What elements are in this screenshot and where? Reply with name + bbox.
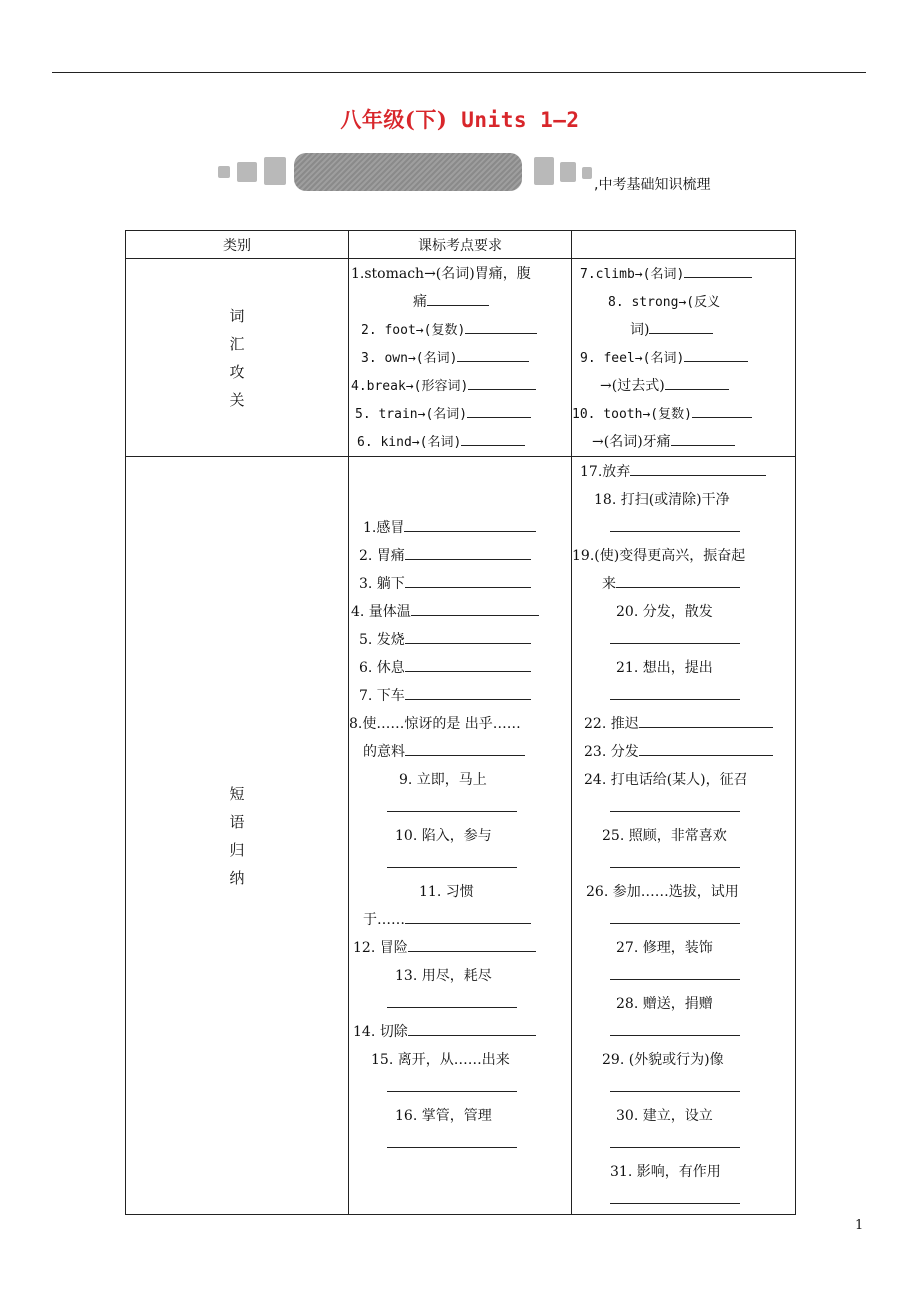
phrase-item	[572, 850, 795, 878]
answer-blank[interactable]	[616, 573, 740, 588]
phrase-item: 4. 量体温	[349, 598, 571, 626]
vocab-item: 9. feel→(名词)	[572, 344, 795, 372]
phrase-item: 7. 下车	[349, 682, 571, 710]
phrase-item	[349, 1074, 571, 1102]
banner-square	[560, 162, 576, 182]
banner-square	[582, 167, 592, 179]
vocab-item: →(过去式)	[572, 372, 795, 400]
page-title	[0, 104, 920, 134]
phrase-item	[572, 962, 795, 990]
phrase-item	[572, 1018, 795, 1046]
phrase-item: 17.放弃	[572, 458, 795, 486]
answer-blank[interactable]	[387, 797, 517, 812]
answer-blank[interactable]	[665, 375, 729, 390]
phrase-item: 27. 修理，装饰	[616, 940, 713, 956]
phrase-item: 31. 影响，有作用	[610, 1164, 721, 1180]
banner-square	[237, 162, 257, 182]
answer-blank[interactable]	[692, 403, 752, 418]
phrases-col3	[572, 457, 796, 1215]
answer-blank[interactable]	[468, 375, 536, 390]
phrase-item: 2. 胃痛	[349, 542, 571, 570]
vocab-col3	[572, 259, 796, 457]
answer-blank[interactable]	[610, 909, 740, 924]
phrase-item: 1.感冒	[349, 514, 571, 542]
vocab-item: →(名词)牙痛	[572, 428, 795, 456]
vocab-item: 7.climb→(名词)	[572, 260, 795, 288]
answer-blank[interactable]	[461, 431, 525, 446]
vocab-item: 词)	[572, 316, 795, 344]
category-char: 短	[229, 784, 245, 803]
units-label: Units 1—2	[461, 108, 580, 132]
phrase-item: 26. 参加……选拔，试用	[586, 884, 739, 900]
answer-blank[interactable]	[639, 713, 773, 728]
category-char: 攻	[229, 362, 245, 381]
answer-blank[interactable]	[405, 909, 531, 924]
phrase-item: 28. 赠送，捐赠	[616, 996, 713, 1012]
phrase-item: 8.使……惊讶的是 出乎……	[349, 716, 521, 732]
answer-blank[interactable]	[427, 291, 489, 306]
phrase-item: 30. 建立，设立	[616, 1108, 713, 1124]
answer-blank[interactable]	[610, 1189, 740, 1204]
answer-blank[interactable]	[610, 853, 740, 868]
phrase-item: 25. 照顾，非常喜欢	[602, 828, 727, 844]
phrase-item: 5. 发烧	[349, 626, 571, 654]
category-char: 归	[229, 840, 245, 859]
phrase-item: 于……	[349, 906, 571, 934]
phrase-item: 14. 切除	[349, 1018, 571, 1046]
phrase-item: 23. 分发	[572, 738, 795, 766]
answer-blank[interactable]	[457, 347, 529, 362]
header-requirements: 课标考点要求	[349, 231, 572, 259]
phrase-item	[572, 1074, 795, 1102]
phrase-item	[572, 906, 795, 934]
phrase-item	[349, 990, 571, 1018]
answer-blank[interactable]	[411, 601, 539, 616]
phrase-item: 的意料	[349, 738, 571, 766]
phrase-item: 12. 冒险	[349, 934, 571, 962]
answer-blank[interactable]	[610, 517, 740, 532]
phrase-item: 9. 立即，马上	[399, 772, 487, 788]
answer-blank[interactable]	[467, 403, 531, 418]
answer-blank[interactable]	[405, 545, 531, 560]
header-rule	[52, 72, 866, 73]
phrases-col2	[349, 457, 572, 1215]
phrase-item: 22. 推迟	[572, 710, 795, 738]
vocab-item: 2. foot→(复数)	[349, 316, 571, 344]
phrase-item: 16. 掌管，管理	[395, 1108, 492, 1124]
phrases-row	[126, 457, 796, 1215]
vocab-category	[126, 259, 349, 457]
vocab-row	[126, 259, 796, 457]
answer-blank[interactable]	[405, 685, 531, 700]
phrase-item	[349, 1130, 571, 1158]
phrase-item	[349, 850, 571, 878]
banner-pill	[294, 153, 522, 191]
phrase-item: 10. 陷入，参与	[395, 828, 492, 844]
category-char: 关	[229, 390, 245, 409]
phrase-item	[349, 794, 571, 822]
answer-blank[interactable]	[408, 937, 536, 952]
phrase-item: 24. 打电话给(某人)，征召	[584, 772, 748, 788]
vocab-item: 3. own→(名词)	[349, 344, 571, 372]
header-category: 类别	[126, 231, 349, 259]
phrase-item: 20. 分发，散发	[616, 604, 713, 620]
answer-blank[interactable]	[387, 853, 517, 868]
answer-blank[interactable]	[671, 431, 735, 446]
phrase-item	[572, 1130, 795, 1158]
vocab-item: 6. kind→(名词)	[349, 428, 571, 456]
phrase-item	[572, 682, 795, 710]
vocab-item: 1.stomach→(名词)胃痛，腹	[351, 266, 531, 282]
banner-square	[264, 157, 286, 185]
category-char: 词	[229, 306, 245, 325]
vocab-item: 4.break→(形容词)	[349, 372, 571, 400]
answer-blank[interactable]	[610, 797, 740, 812]
phrase-item: 来	[572, 570, 795, 598]
category-char: 汇	[229, 334, 245, 353]
answer-blank[interactable]	[610, 965, 740, 980]
page-number: 1	[855, 1218, 864, 1233]
category-char: 语	[229, 812, 245, 831]
answer-blank[interactable]	[610, 1133, 740, 1148]
phrase-item: 21. 想出，提出	[616, 660, 713, 676]
vocab-col2	[349, 259, 572, 457]
banner-subtitle: ,中考基础知识梳理	[594, 177, 711, 193]
vocab-item: 8. strong→(反义	[608, 295, 721, 310]
phrase-item: 3. 躺下	[349, 570, 571, 598]
answer-blank[interactable]	[610, 1021, 740, 1036]
banner-square	[218, 166, 230, 178]
grade-label: 八年级(下)	[340, 107, 448, 132]
vocab-item: 10. tooth→(复数)	[572, 400, 795, 428]
answer-blank[interactable]	[649, 319, 713, 334]
answer-blank[interactable]	[465, 319, 537, 334]
vocab-item: 5. train→(名词)	[349, 400, 571, 428]
knowledge-table	[125, 230, 796, 1215]
vocab-item: 痛	[349, 288, 571, 316]
phrases-category	[126, 457, 349, 1215]
answer-blank[interactable]	[684, 347, 748, 362]
phrase-item	[572, 626, 795, 654]
phrase-item: 6. 休息	[349, 654, 571, 682]
answer-blank[interactable]	[387, 993, 517, 1008]
phrase-item: 11. 习惯	[419, 884, 474, 900]
answer-blank[interactable]	[639, 741, 773, 756]
answer-blank[interactable]	[387, 1077, 517, 1092]
answer-blank[interactable]	[610, 629, 740, 644]
phrase-item	[572, 794, 795, 822]
phrase-item: 15. 离开，从……出来	[371, 1052, 510, 1068]
phrase-item: 29. (外貌或行为)像	[602, 1052, 724, 1068]
answer-blank[interactable]	[405, 741, 525, 756]
phrase-item	[572, 514, 795, 542]
answer-blank[interactable]	[405, 657, 531, 672]
answer-blank[interactable]	[684, 263, 752, 278]
answer-blank[interactable]	[630, 461, 766, 476]
answer-blank[interactable]	[610, 1077, 740, 1092]
table-header-row	[126, 231, 796, 259]
answer-blank[interactable]	[405, 573, 531, 588]
phrase-item	[572, 1186, 795, 1214]
answer-blank[interactable]	[387, 1133, 517, 1148]
phrase-item: 18. 打扫(或清除)干净	[594, 492, 730, 508]
phrase-item: 13. 用尽，耗尽	[395, 968, 492, 984]
header-blank	[572, 231, 796, 259]
answer-blank[interactable]	[408, 1021, 536, 1036]
answer-blank[interactable]	[610, 685, 740, 700]
category-char: 纳	[229, 868, 245, 887]
answer-blank[interactable]	[405, 629, 531, 644]
banner-square	[534, 157, 554, 185]
answer-blank[interactable]	[404, 517, 536, 532]
phrase-item: 19.(使)变得更高兴，振奋起	[572, 548, 746, 564]
